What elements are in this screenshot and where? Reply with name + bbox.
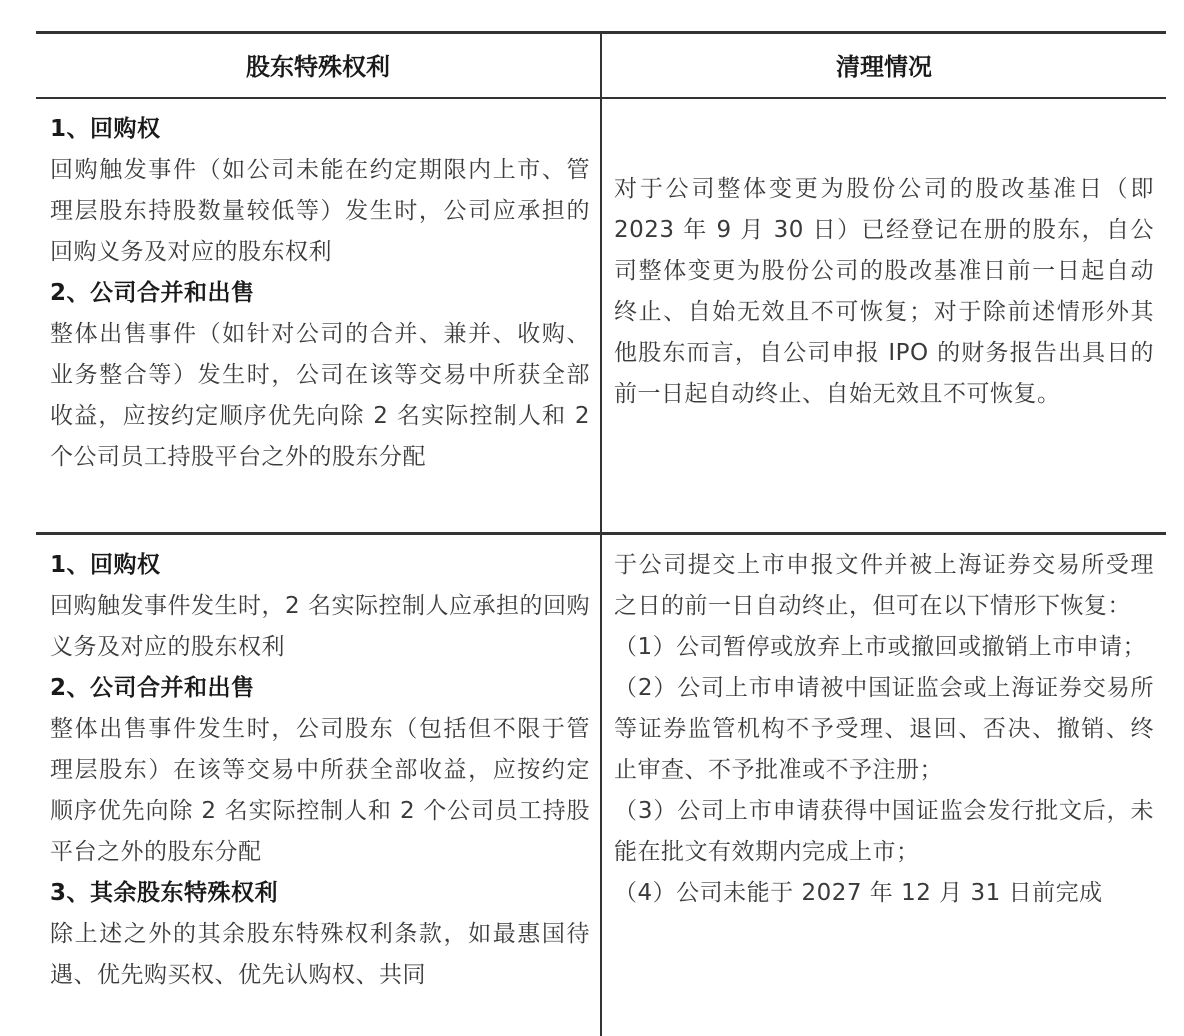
header-cleanup: 清理情况 [836, 52, 932, 81]
header-rights: 股东特殊权利 [246, 52, 390, 81]
row2-cleanup-item-3: （3）公司上市申请获得中国证监会发行批文后，未能在批文有效期内完成上市； [614, 798, 1154, 865]
row2-rights-text-1: 回购触发事件发生时，2 名实际控制人应承担的回购义务及对应的股东权利 [50, 593, 590, 660]
column-divider [600, 31, 602, 1036]
row1-rights-cell [50, 109, 590, 478]
row2-rights-cell [50, 545, 590, 996]
row2-cleanup-intro: 于公司提交上市申报文件并被上海证券交易所受理之日的前一日自动终止，但可在以下情形下恢复： [614, 552, 1154, 619]
row1-rights-heading-1: 1、回购权 [50, 116, 161, 142]
row2-rights-text-2: 整体出售事件发生时，公司股东（包括但不限于管理层股东）在该等交易中所获全部收益，应按约定顺序优先向除 2 名实际控制人和 2 个公司员工持股平台之外的股东分配 [50, 716, 590, 865]
row2-cleanup-item-2: （2）公司上市申请被中国证监会或上海证券交易所等证券监管机构不予受理、退回、否决、撤销、终止审查、不予批准或不予注册； [614, 675, 1154, 783]
row1-rights-heading-2: 2、公司合并和出售 [50, 280, 255, 306]
row1-rights-text-2: 整体出售事件（如针对公司的合并、兼并、收购、业务整合等）发生时，公司在该等交易中所获全部收益，应按约定顺序优先向除 2 名实际控制人和 2 个公司员工持股平台之外的股东分配 [50, 321, 590, 470]
row2-cleanup-item-4: （4）公司未能于 2027 年 12 月 31 日前完成 [614, 880, 1103, 906]
row1-rights-text-1: 回购触发事件（如公司未能在约定期限内上市、管理层股东持股数量较低等）发生时，公司应承担的回购义务及对应的股东权利 [50, 157, 590, 265]
row2-rights-text-3: 除上述之外的其余股东特殊权利条款，如最惠国待遇、优先购买权、优先认购权、共同 [50, 921, 590, 988]
row2-rights-heading-1: 1、回购权 [50, 552, 161, 578]
row2-rights-heading-2: 2、公司合并和出售 [50, 675, 255, 701]
row2-cleanup-item-1: （1）公司暂停或放弃上市或撤回或撤销上市申请； [614, 634, 1147, 660]
row1-cleanup-cell [614, 169, 1154, 415]
rights-table [36, 31, 1166, 1036]
row2-rights-heading-3: 3、其余股东特殊权利 [50, 880, 279, 906]
row1-cleanup-text: 对于公司整体变更为股份公司的股改基准日（即 2023 年 9 月 30 日）已经登记在册的股东，自公司整体变更为股份公司的股改基准日前一日起自动终止、自始无效且不可恢复；对于除前述情形外其他股东而言，自公司申报 IPO 的财务报告出具日的前一日起自动终止、自始无效且不可恢复。 [614, 176, 1154, 407]
row2-cleanup-cell [614, 545, 1154, 914]
